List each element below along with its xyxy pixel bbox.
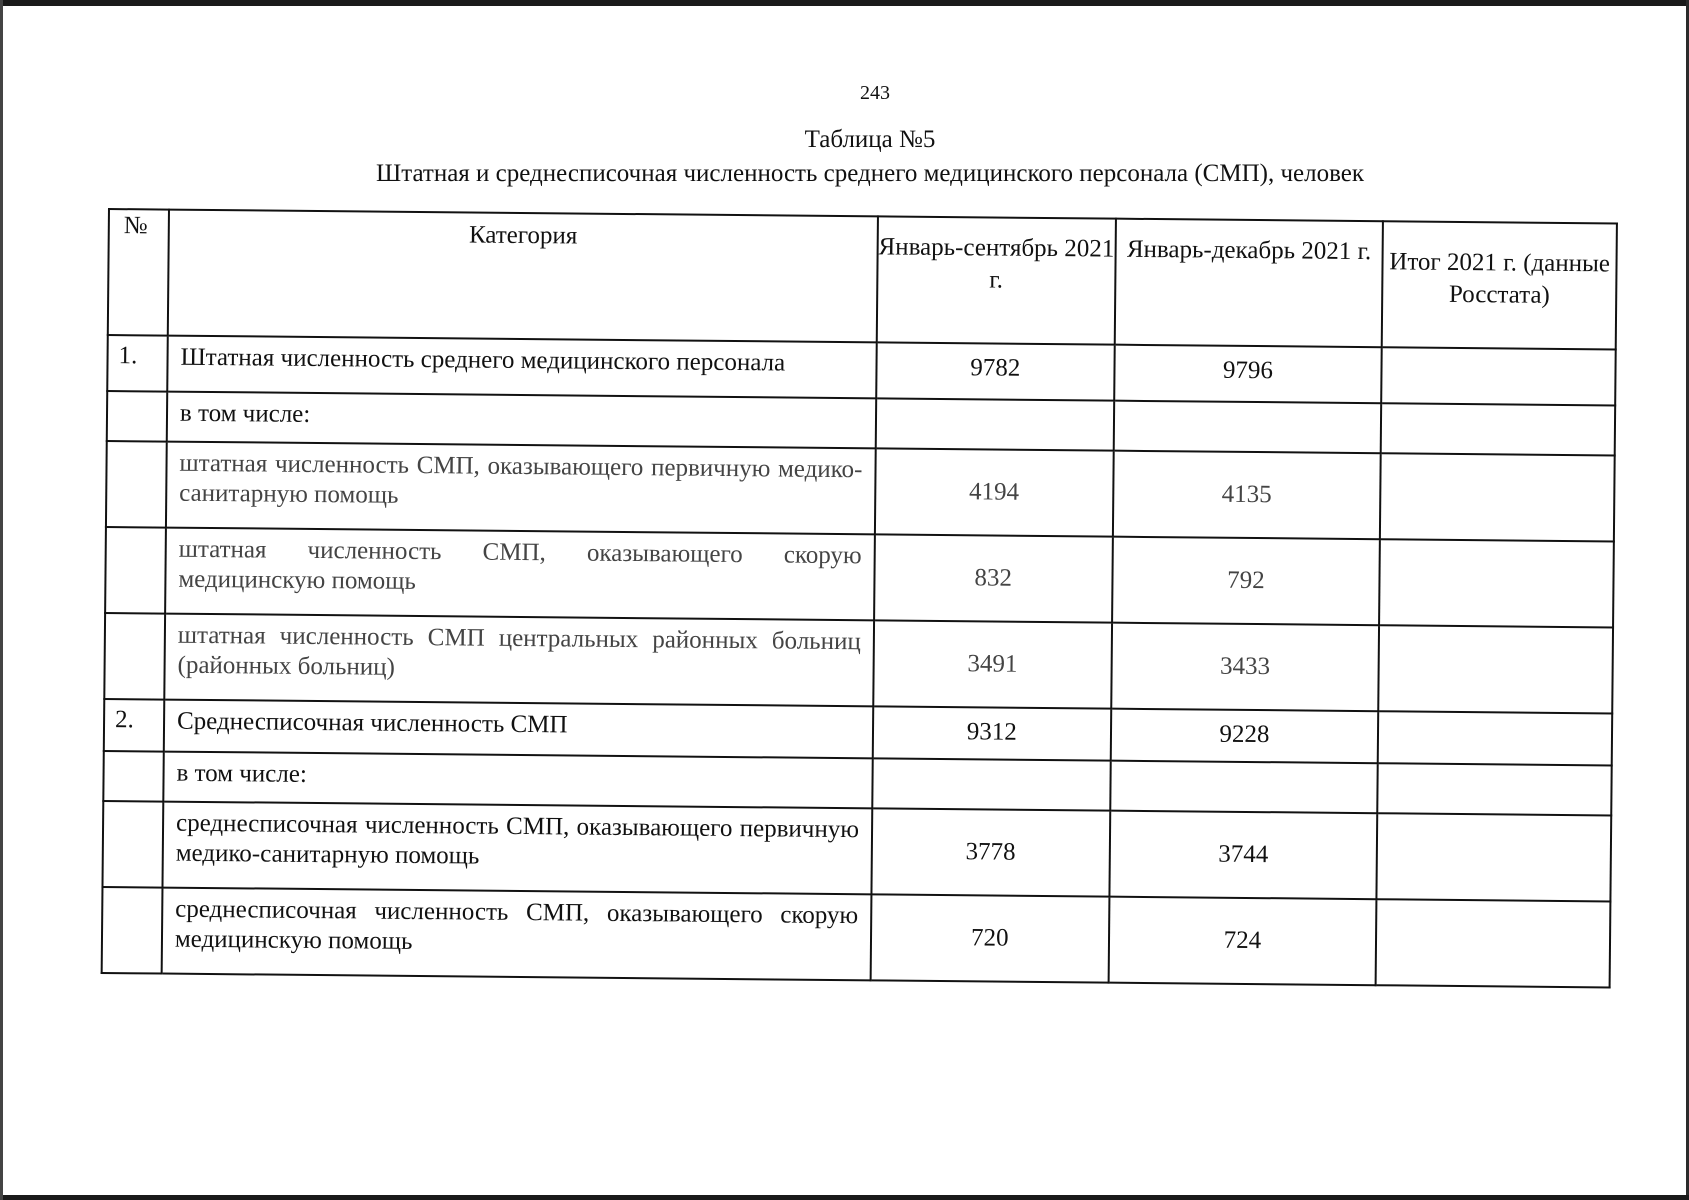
row-value-jan-dec: 9796 <box>1114 345 1382 404</box>
header-total-rosstat: Итог 2021 г. (данные Росстата) <box>1382 221 1617 349</box>
header-category: Категория <box>168 210 878 343</box>
row-value-jan-dec <box>1113 401 1381 454</box>
table-subtitle: Штатная и среднесписочная численность среднего медицинского персонала (СМП), человек <box>376 160 1364 187</box>
page-number: 243 <box>860 82 890 104</box>
row-value-total <box>1377 763 1611 815</box>
row-value-jan-dec <box>1110 761 1378 814</box>
header-jan-dec: Январь-декабрь 2021 г. <box>1114 219 1383 348</box>
row-value-total <box>1376 899 1611 987</box>
row-number <box>104 613 165 700</box>
row-number <box>105 527 166 614</box>
row-value-jan-sep: 720 <box>871 894 1110 982</box>
row-value-jan-dec: 792 <box>1112 537 1380 626</box>
scan-border-bottom <box>0 1195 1689 1200</box>
row-value-jan-dec: 724 <box>1108 897 1376 986</box>
row-number <box>102 801 163 888</box>
table-row <box>102 801 1611 901</box>
row-value-total <box>1381 403 1615 455</box>
row-value-jan-dec: 4135 <box>1113 451 1381 540</box>
table-row <box>104 613 1613 713</box>
row-number: 1. <box>107 335 167 392</box>
row-value-jan-dec: 3744 <box>1109 811 1377 900</box>
row-value-jan-sep: 3778 <box>871 808 1110 896</box>
row-number <box>107 391 167 442</box>
table-row <box>102 887 1611 987</box>
row-category: штатная численность СМП, оказывающего первичную медико-санитарную помощь <box>166 442 876 535</box>
row-value-total <box>1381 347 1615 405</box>
row-value-jan-sep: 3491 <box>873 620 1112 708</box>
row-value-total <box>1377 813 1612 901</box>
row-category: среднесписочная численность СМП, оказывающего первичную медико-санитарную помощь <box>162 802 872 895</box>
row-value-jan-sep: 9782 <box>876 342 1114 400</box>
row-value-total <box>1378 625 1613 713</box>
row-value-jan-sep <box>872 758 1110 810</box>
row-value-jan-sep <box>876 398 1114 450</box>
row-category: Среднесписочная численность СМП <box>164 700 873 759</box>
row-number: 2. <box>104 699 164 752</box>
row-number <box>106 441 167 528</box>
row-value-jan-sep: 832 <box>874 534 1113 622</box>
row-category: в том числе: <box>167 392 876 449</box>
table-row <box>106 441 1615 541</box>
row-value-total <box>1380 453 1615 541</box>
row-category: штатная численность СМП, оказывающего скорую медицинскую помощь <box>165 528 875 621</box>
table-header-row <box>108 209 1617 349</box>
row-value-jan-dec: 9228 <box>1110 709 1378 764</box>
table-row <box>105 527 1614 627</box>
row-value-total <box>1378 711 1612 765</box>
row-value-jan-sep: 4194 <box>875 448 1114 536</box>
row-category: Штатная численность среднего медицинского персонала <box>167 336 876 399</box>
header-jan-sep: Январь-сентябрь 2021 г. <box>877 216 1116 344</box>
header-number: № <box>108 209 169 336</box>
row-category: среднесписочная численность СМП, оказывающего скорую медицинскую помощь <box>162 888 872 981</box>
row-number <box>103 751 163 802</box>
staff-numbers-table <box>101 208 1618 988</box>
row-value-jan-dec: 3433 <box>1111 623 1379 712</box>
row-category: в том числе: <box>163 752 872 809</box>
row-value-total <box>1379 539 1614 627</box>
row-value-jan-sep: 9312 <box>873 706 1111 760</box>
scan-border-top <box>0 0 1689 6</box>
row-category: штатная численность СМП центральных районных больниц (районных больниц) <box>164 614 874 707</box>
table-title: Таблица №5 <box>804 126 936 153</box>
row-number <box>102 887 163 974</box>
